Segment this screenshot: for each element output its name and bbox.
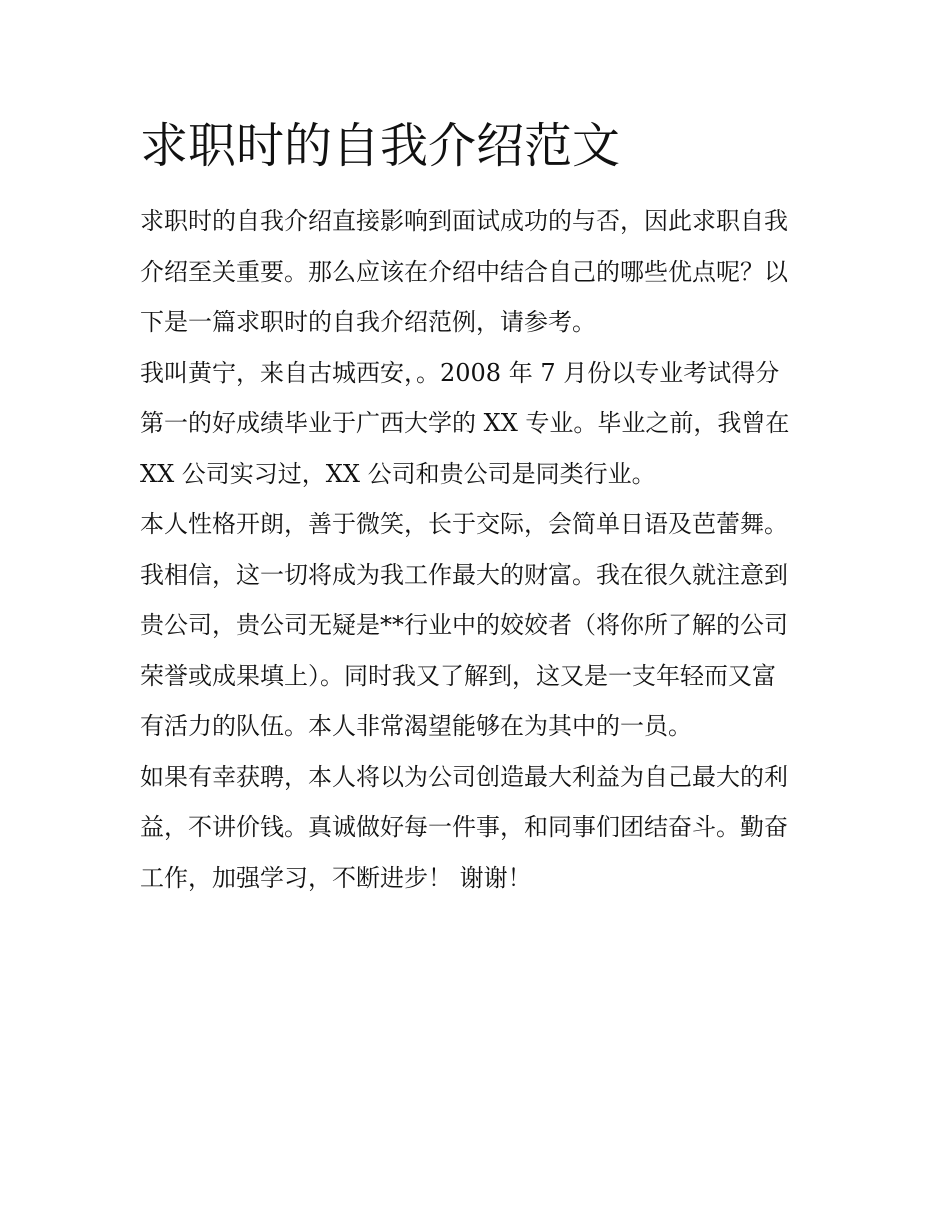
text-line: 如果有幸获聘，本人将以为公司创造最大利益为自己最大的利 [140, 762, 788, 791]
text-line: 益，不讲价钱。真诚做好每一件事，和同事们团结奋斗。勤奋 [140, 813, 788, 841]
text-line: 第一的好成绩毕业于广西大学的 XX 专业。毕业之前，我曾在 [140, 409, 790, 437]
text-line: 我叫黄宁，来自古城西安，。2008 年 7 月份以专业考试得分 [140, 358, 780, 387]
text-line: 贵公司，贵公司无疑是**行业中的姣姣者（将你所了解的公司 [140, 611, 788, 639]
document-body [140, 196, 820, 903]
text-line: 工作，加强学习，不断进步！ 谢谢！ [140, 863, 532, 892]
document-title: 求职时的自我介绍范文 [140, 118, 621, 174]
text-line: 求职时的自我介绍直接影响到面试成功的与否，因此求职自我 [140, 207, 788, 235]
text-line: 下是一篇求职时的自我介绍范例，请参考。 [140, 308, 596, 336]
text-line: XX 公司实习过，XX 公司和贵公司是同类行业。 [140, 459, 656, 488]
text-line: 我相信，这一切将成为我工作最大的财富。我在很久就注意到 [140, 560, 788, 589]
text-line: 介绍至关重要。那么应该在介绍中结合自己的哪些优点呢？以 [140, 257, 788, 286]
text-line: 荣誉或成果填上）。同时我又了解到，这又是一支年轻而又富 [140, 661, 776, 690]
text-line: 本人性格开朗，善于微笑，长于交际，会简单日语及芭蕾舞。 [140, 510, 788, 538]
text-line: 有活力的队伍。本人非常渴望能够在为其中的一员。 [140, 712, 692, 740]
